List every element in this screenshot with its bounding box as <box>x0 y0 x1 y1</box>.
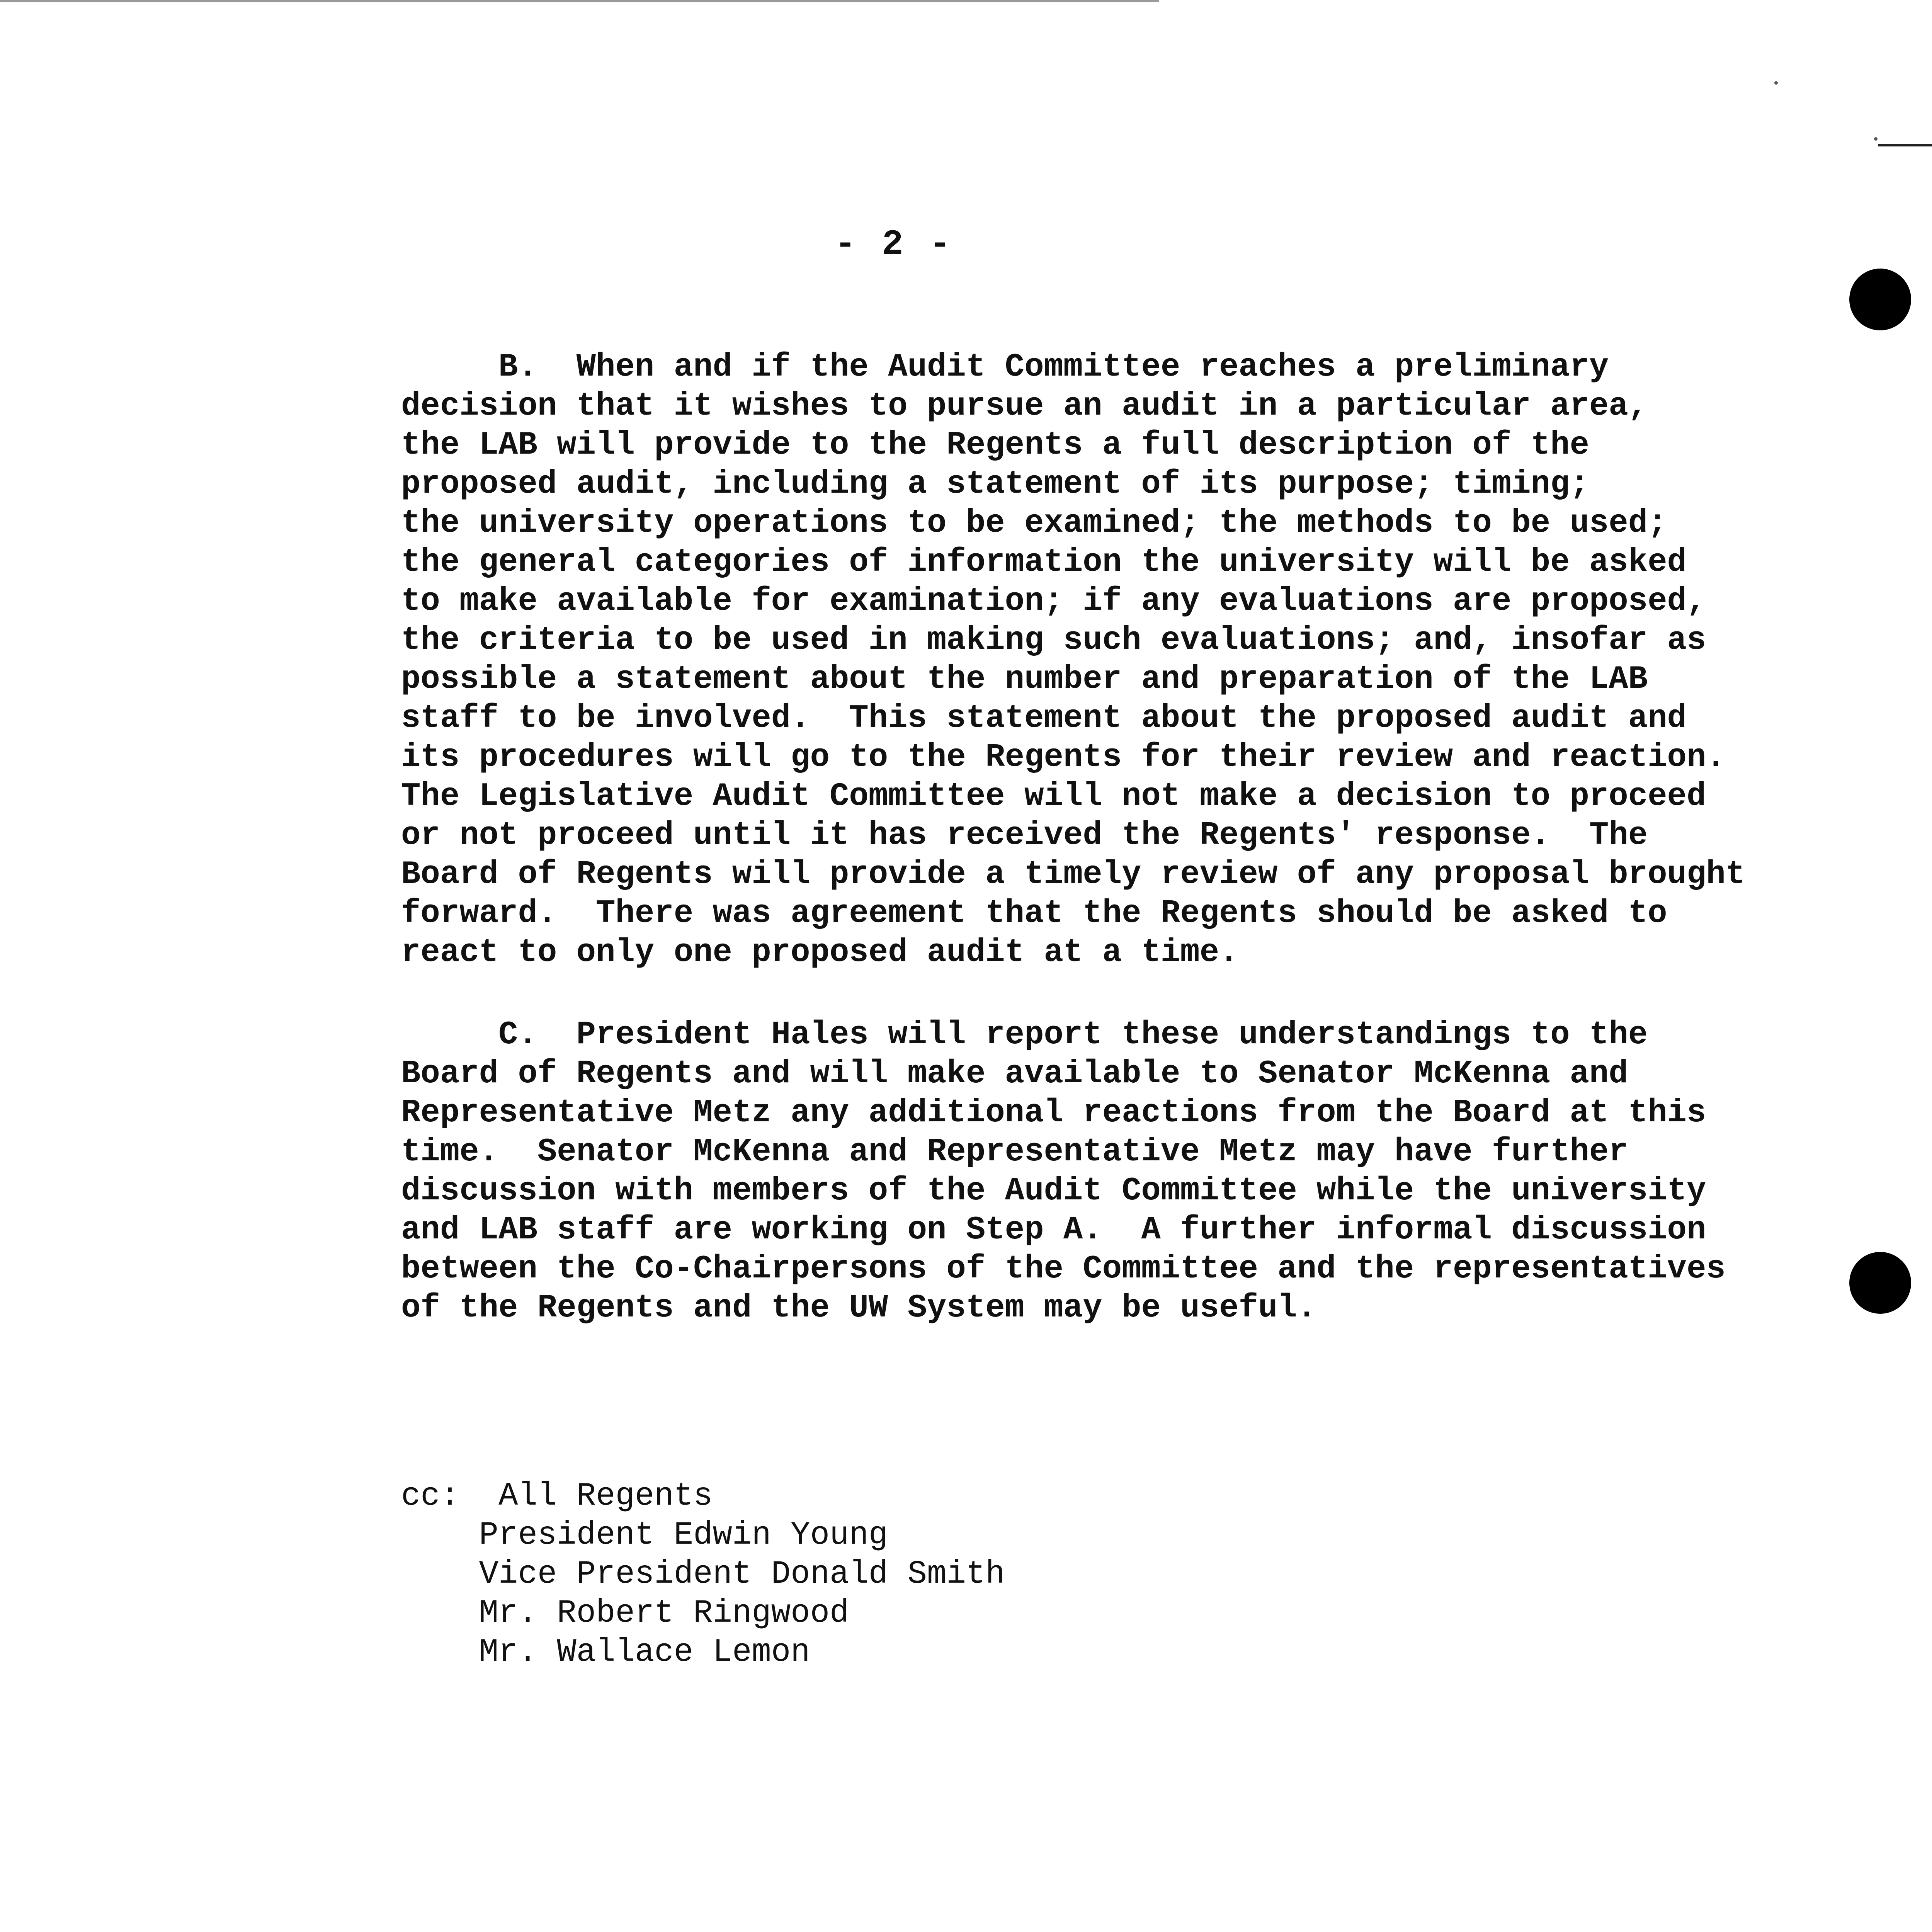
scan-edge-right <box>1878 144 1932 146</box>
paragraph-b <box>401 348 1792 972</box>
cc-line <box>401 1477 1792 1516</box>
scan-speck <box>1874 137 1878 141</box>
paragraph-line: and LAB staff are working on Step A. A further informal discussion <box>401 1212 1706 1248</box>
scan-edge-top <box>0 0 1159 2</box>
paragraph-line: C. President Hales will report these understandings to the <box>401 1017 1648 1053</box>
paragraph-line: time. Senator McKenna and Representative Metz may have further <box>401 1134 1628 1170</box>
paragraph-line: the general categories of information the university will be asked <box>401 544 1687 581</box>
paragraph-line: Representative Metz any additional reactions from the Board at this <box>401 1095 1706 1131</box>
cc-recipient: President Edwin Young <box>479 1517 888 1554</box>
paragraph-line: forward. There was agreement that the Regents should be asked to <box>401 895 1667 932</box>
punch-hole-top <box>1849 269 1911 330</box>
cc-label: cc: <box>401 1478 460 1515</box>
paragraph-line: staff to be involved. This statement about the proposed audit and <box>401 700 1687 737</box>
cc-line <box>401 1594 1792 1633</box>
paragraph-line: to make available for examination; if any evaluations are proposed, <box>401 583 1706 620</box>
punch-hole-middle <box>1849 1252 1911 1314</box>
paragraph-c <box>401 1015 1792 1328</box>
paragraph-line: The Legislative Audit Committee will not make a decision to proceed <box>401 778 1706 815</box>
paragraph-line: discussion with members of the Audit Committee while the university <box>401 1173 1706 1209</box>
paragraph-line: the criteria to be used in making such evaluations; and, insofar as <box>401 622 1706 659</box>
paragraph-line: between the Co-Chairpersons of the Committee and the representatives <box>401 1251 1726 1287</box>
paragraph-line: decision that it wishes to pursue an audit in a particular area, <box>401 388 1648 425</box>
paragraph-line: the LAB will provide to the Regents a full description of the <box>401 427 1589 464</box>
paragraph-line: its procedures will go to the Regents for their review and reaction. <box>401 739 1726 776</box>
paragraph-line: Board of Regents and will make available to Senator McKenna and <box>401 1056 1628 1092</box>
cc-recipient: Vice President Donald Smith <box>479 1556 1005 1593</box>
cc-list <box>401 1477 1792 1672</box>
paragraph-line: react to only one proposed audit at a time. <box>401 934 1239 971</box>
cc-line <box>401 1516 1792 1555</box>
paragraph-line: Board of Regents will provide a timely review of any proposal brought <box>401 856 1745 893</box>
page-number: - 2 - <box>835 224 953 265</box>
cc-line <box>401 1555 1792 1594</box>
cc-line <box>401 1633 1792 1672</box>
paragraph-line: B. When and if the Audit Committee reaches a preliminary <box>401 349 1609 386</box>
cc-recipient: Mr. Wallace Lemon <box>479 1634 810 1671</box>
cc-recipient: All Regents <box>498 1478 713 1515</box>
paragraph-line: the university operations to be examined; the methods to be used; <box>401 505 1667 542</box>
cc-recipient: Mr. Robert Ringwood <box>479 1595 849 1632</box>
scan-speck <box>1774 81 1778 85</box>
paragraph-line: of the Regents and the UW System may be useful. <box>401 1290 1317 1327</box>
paragraph-line: proposed audit, including a statement of its purpose; timing; <box>401 466 1589 503</box>
paragraph-line: possible a statement about the number and preparation of the LAB <box>401 661 1648 698</box>
paragraph-line: or not proceed until it has received the Regents' response. The <box>401 817 1648 854</box>
